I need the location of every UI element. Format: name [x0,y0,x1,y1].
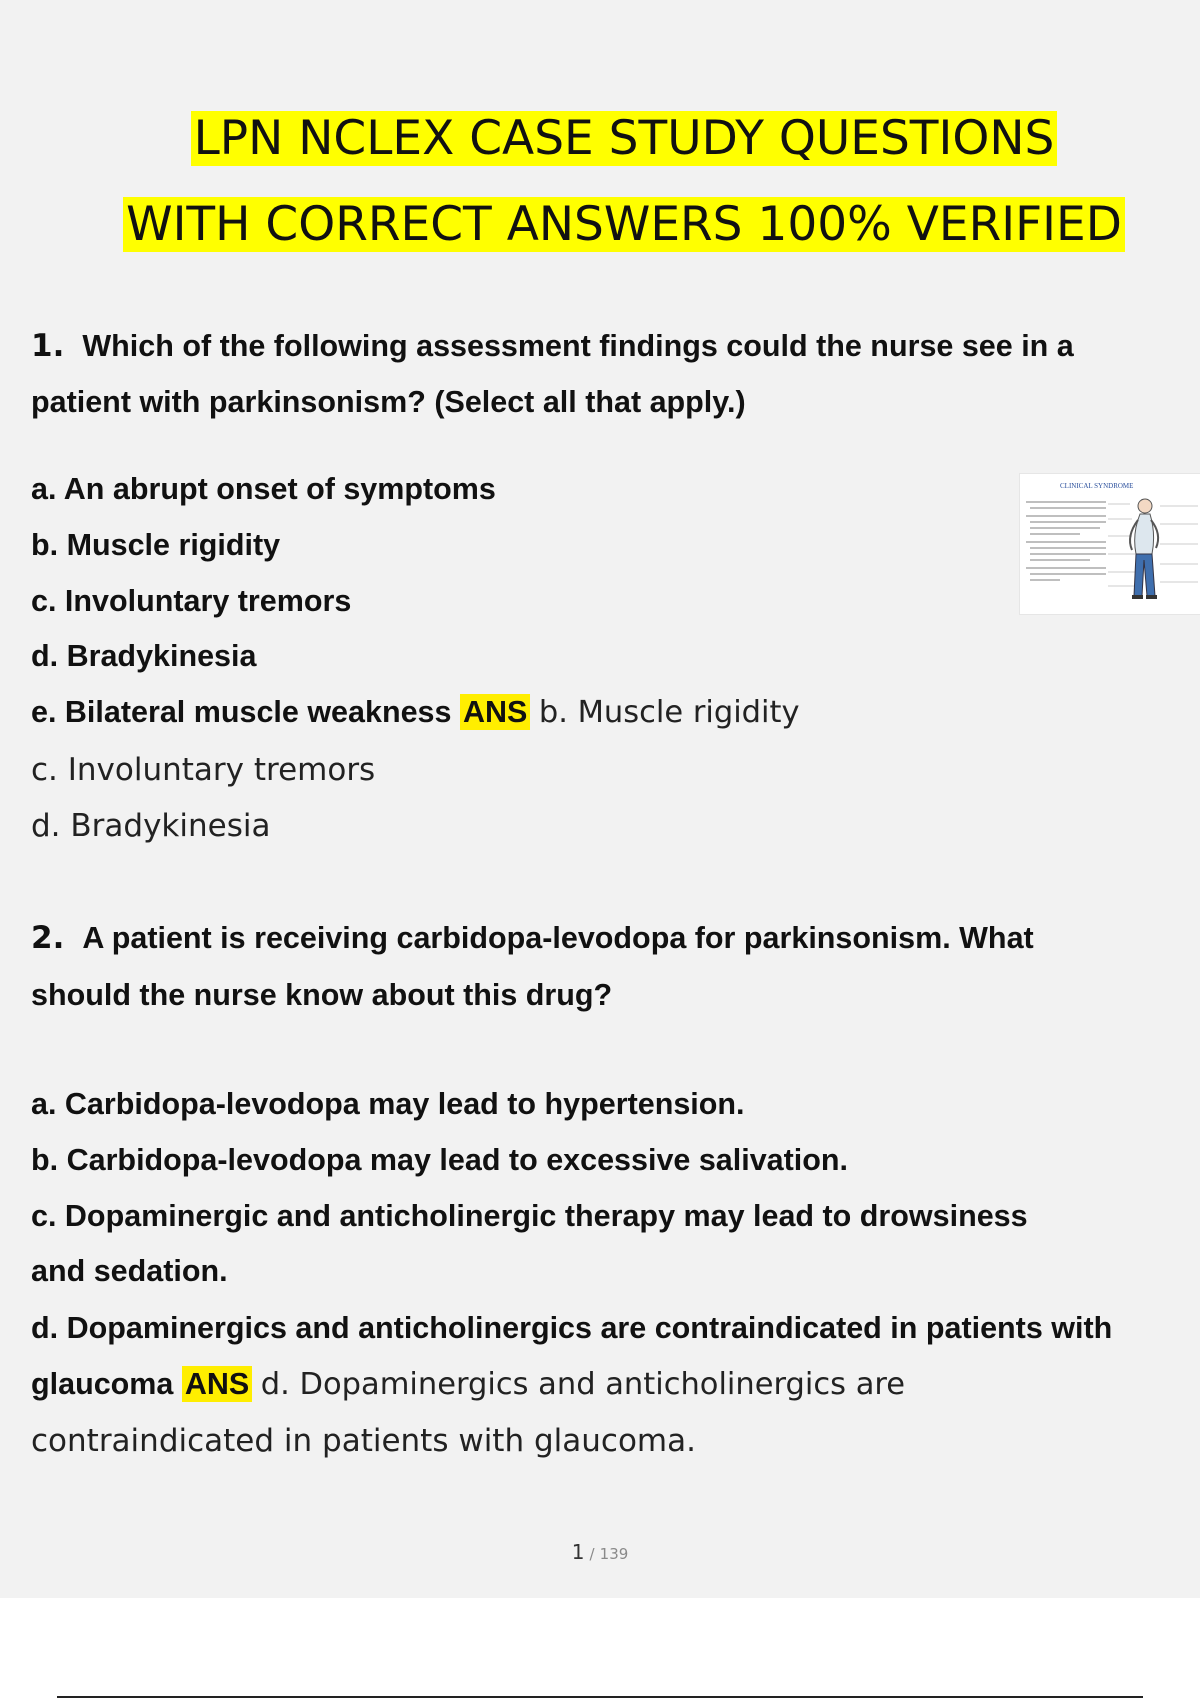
total-pages: 139 [599,1545,629,1563]
question-2-option-a: a. Carbidopa-levodopa may lead to hypertension. [31,1087,745,1121]
question-2-option-d: d. Dopaminergics and anticholinergics are contraindicated in patients with [31,1311,1113,1345]
question-2-option-c: c. Dopaminergic and anticholinergic therapy may lead to drowsiness [31,1199,1028,1233]
question-1-option-e: e. Bilateral muscle weakness ANS b. Muscle rigidity [31,695,800,730]
answer-tag: ANS [182,1366,252,1402]
question-2-stem-line-1: 2. A patient is receiving carbidopa-levodopa for parkinsonism. What [31,920,1034,956]
question-2-number: 2. [31,920,65,956]
question-1-option-c: c. Involuntary tremors [31,584,352,618]
question-1-option-d: d. Bradykinesia [31,639,257,673]
next-page-divider [57,1696,1143,1698]
question-1-answer-line-2: c. Involuntary tremors [31,752,376,788]
question-1-number: 1. [31,328,65,364]
document-title-line-1: LPN NCLEX CASE STUDY QUESTIONS [24,108,1200,170]
current-page-number: 1 [571,1540,585,1564]
question-2-stem-line-2: should the nurse know about this drug? [31,978,613,1012]
page-separator: / [589,1545,595,1563]
page-indicator [0,1540,1200,1564]
question-1-option-b: b. Muscle rigidity [31,528,281,562]
question-2-option-d-continued: glaucoma ANS d. Dopaminergics and anticholinergics are [31,1367,906,1402]
question-1-answer-line-1: b. Muscle rigidity [538,695,800,730]
question-1-stem-line-1: 1. Which of the following assessment findings could the nurse see in a [31,328,1074,364]
document-title-line-2: WITH CORRECT ANSWERS 100% VERIFIED [24,194,1200,256]
question-2-option-b: b. Carbidopa-levodopa may lead to excessive salivation. [31,1143,849,1177]
question-1-stem-line-2: patient with parkinsonism? (Select all that apply.) [31,385,746,419]
question-2-answer-line-1: d. Dopaminergics and anticholinergics are [260,1367,906,1402]
question-1-option-a: a. An abrupt onset of symptoms [31,472,496,506]
answer-tag: ANS [460,694,530,730]
figure-caption: CLINICAL SYNDROME [1060,482,1134,490]
question-2-answer-line-2: contraindicated in patients with glaucoma. [31,1423,696,1459]
clinical-syndrome-illustration [1020,474,1200,614]
clinical-syndrome-figure [1019,473,1200,615]
question-1-answer-line-3: d. Bradykinesia [31,808,271,844]
question-2-option-c-continued: and sedation. [31,1254,228,1288]
